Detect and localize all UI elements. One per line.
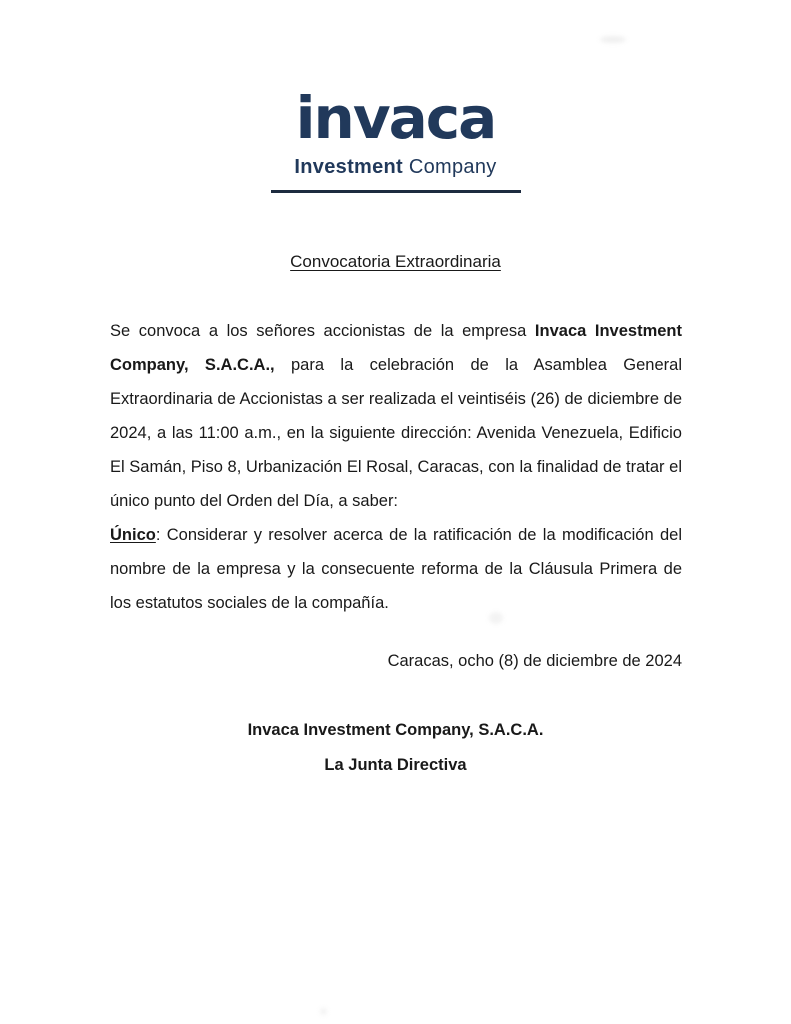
signature-block <box>0 720 791 775</box>
paragraph-convocation <box>110 314 682 518</box>
text-run: : Considerar y resolver acerca de la ratificación de la modificación del nombre de la empresa y la consecuente reforma de la Cláusula Primera de los estatutos sociales de la compañía. <box>110 526 682 612</box>
text-run: para la celebración de la Asamblea General Extraordinaria de Accionistas a ser realizada el veintiséis (26) de diciembre de 2024, a las 11:00 a.m., en la siguiente dirección: Avenida Venezuela, Edificio El Samán, Piso 8, Urbanización El Rosal, Caracas, con la finalidad de tratar el único punto del Orden del Día, a saber: <box>110 356 682 510</box>
signature-board: La Junta Directiva <box>324 756 467 774</box>
dateline: Caracas, ocho (8) de diciembre de 2024 <box>387 652 682 670</box>
logo-underline-rule <box>271 190 521 193</box>
logo-wordmark: invaca <box>295 84 496 152</box>
document-body <box>110 314 682 620</box>
scan-artifact <box>320 1008 327 1015</box>
logo-subtitle <box>0 155 791 179</box>
scan-artifact <box>489 612 503 624</box>
company-logo <box>0 84 791 193</box>
paragraph-agenda-item <box>110 518 682 620</box>
company-name-bold: Invaca Investment Company, S.A.C.A., <box>110 322 682 374</box>
agenda-item-label: Único <box>110 526 156 544</box>
scan-artifact <box>600 36 626 43</box>
signature-company-name: Invaca Investment Company, S.A.C.A. <box>247 721 544 739</box>
logo-subtitle-bold: Investment <box>294 156 409 178</box>
text-run: Se convoca a los señores accionistas de la empresa <box>110 322 535 340</box>
logo-subtitle-regular: Company <box>408 156 497 178</box>
document-title: Convocatoria Extraordinaria <box>290 252 501 271</box>
